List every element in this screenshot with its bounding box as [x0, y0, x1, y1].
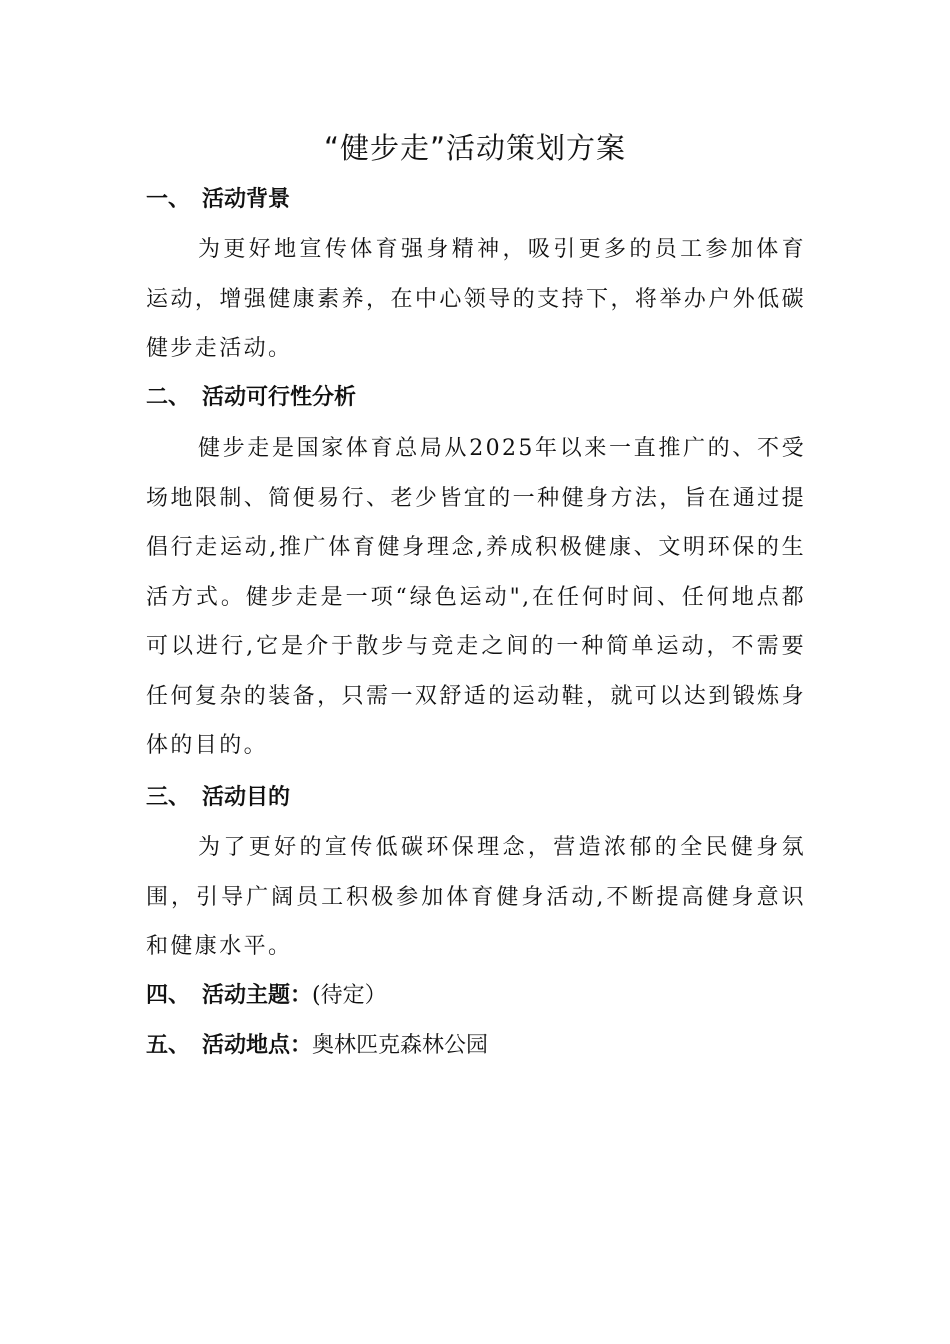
section-heading-location — [146, 1028, 826, 1064]
section-number: 四、 — [146, 983, 191, 1008]
section-title: 活动地点： — [202, 1033, 313, 1058]
section-title: 活动目的 — [202, 785, 291, 810]
section-body-background: 为更好地宣传体育强身精神，吸引更多的员工参加体育运动，增强健康素养，在中心领导的支持下，将举办户外低碳健步走活动。 — [146, 237, 806, 361]
section-heading-theme — [146, 978, 826, 1014]
section-number: 二、 — [146, 385, 191, 410]
section-number: 一、 — [146, 187, 191, 212]
section-heading-background — [146, 182, 826, 218]
section-heading-feasibility — [146, 380, 826, 416]
section-heading-purpose — [146, 780, 826, 816]
section-number: 三、 — [146, 785, 191, 810]
section-number: 五、 — [146, 1033, 191, 1058]
section-title: 活动可行性分析 — [202, 385, 357, 410]
section-value: (待定） — [312, 983, 387, 1008]
section-value: 奥林匹克森林公园 — [312, 1033, 489, 1058]
section-body-purpose: 为了更好的宣传低碳环保理念，营造浓郁的全民健身氛围，引导广阔员工积极参加体育健身活动,不断提高健身意识和健康水平。 — [146, 835, 806, 959]
document-title: “健步走”活动策划方案 — [323, 131, 627, 165]
section-title: 活动背景 — [202, 187, 291, 212]
section-title: 活动主题： — [202, 983, 313, 1008]
section-body-feasibility: 健步走是国家体育总局从2025年以来一直推广的、不受场地限制、简便易行、老少皆宜的一种健身方法，旨在通过提倡行走运动,推广体育健身理念,养成积极健康、文明环保的生活方式。健步走是一项“绿色运动",在任何时间、任何地点都可以进行,它是介于散步与竞走之间的一种简单运动，不需要任何复杂的装备，只需一双舒适的运动鞋，就可以达到锻炼身体的目的。 — [146, 436, 806, 758]
